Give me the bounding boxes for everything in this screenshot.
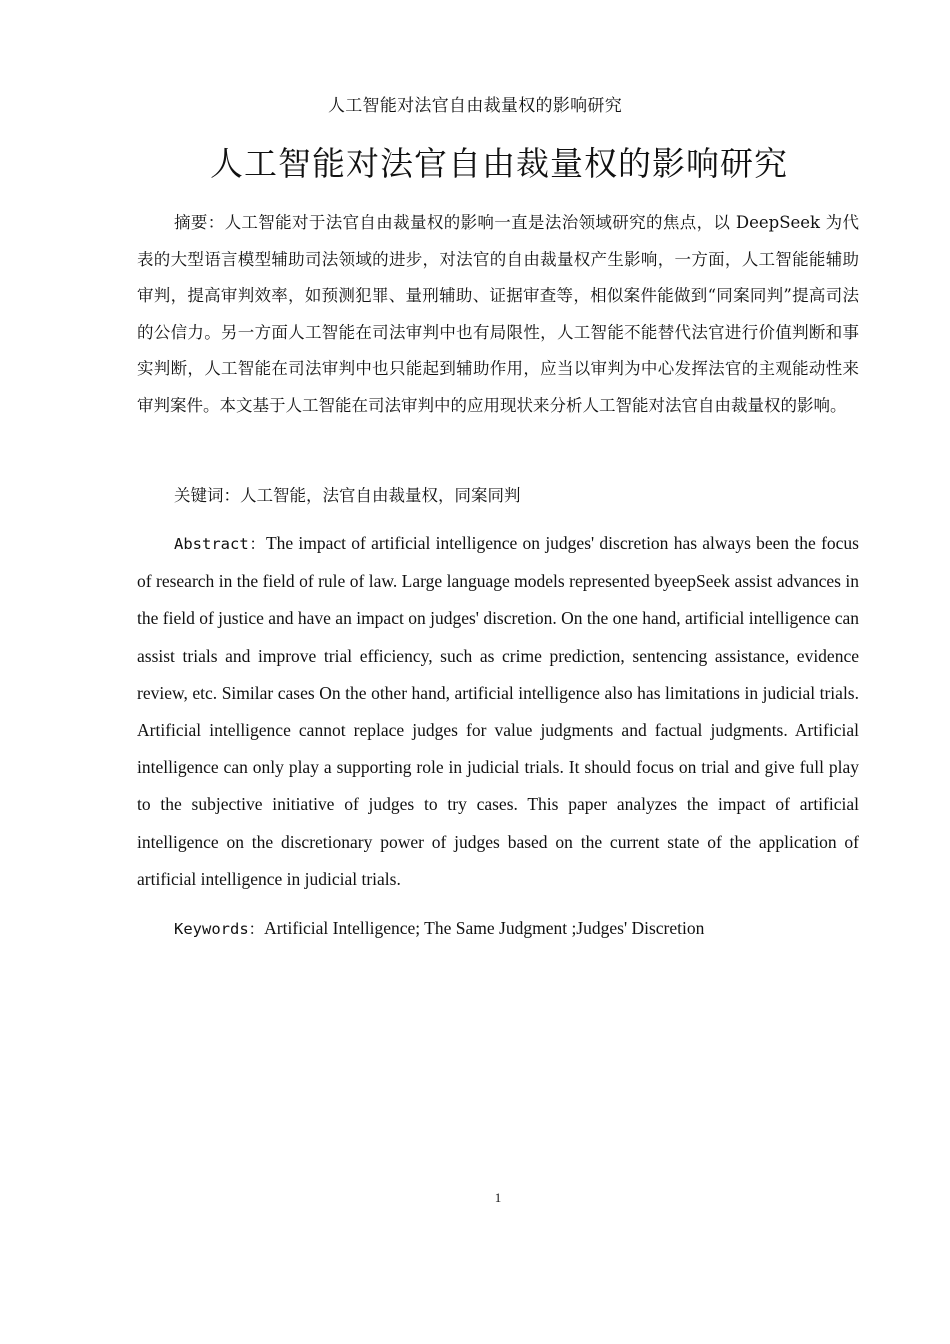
chinese-keywords: [137, 478, 859, 514]
english-keywords-text: Artificial Intelligence; The Same Judgment ;Judges' Discretion: [264, 918, 705, 938]
chinese-abstract-label: 摘要：: [174, 213, 225, 232]
chinese-abstract-text: 人工智能对于法官自由裁量权的影响一直是法治领域研究的焦点，以 DeepSeek 为代表的大型语言模型辅助司法领域的进步，对法官的自由裁量权产生影响，一方面，人工智能能辅助审判，提高审判效率，如预测犯罪、量刑辅助、证据审查等，相似案件能做到“同案同判”提高司法的公信力。另一方面人工智能在司法审判中也有局限性，人工智能不能替代法官进行价值判断和事实判断，人工智能在司法审判中也只能起到辅助作用，应当以审判为中心发挥法官的主观能动性来审判案件。本文基于人工智能在司法审判中的应用现状来分析人工智能对法官自由裁量权的影响。: [137, 213, 859, 415]
page-title: 人工智能对法官自由裁量权的影响研究: [210, 144, 788, 183]
running-header: 人工智能对法官自由裁量权的影响研究: [327, 96, 623, 116]
chinese-keywords-text: 人工智能，法官自由裁量权，同案同判: [240, 486, 521, 505]
english-abstract-text: The impact of artificial intelligence on judges' discretion has always been the focus of research in the field of rule of law. Large language models represented byeepSeek assist advances in the field of justice and have an impact on judges' discretion. On the one hand, artificial intelligence can assist trials and improve trial efficiency, such as crime prediction, sentencing assistance, evidence review, etc. Similar cases On the other hand, artificial intelligence also has limitations in judicial trials. Artificial intelligence cannot replace judges for value judgments and factual judgments. Artificial intelligence can only play a supporting role in judicial trials. It should focus on trial and give full play to the subjective initiative of judges to try cases. This paper analyzes the impact of artificial intelligence on the discretionary power of judges based on the current state of the application of artificial intelligence in judicial trials.: [137, 533, 859, 889]
english-abstract: [137, 525, 859, 898]
english-abstract-label: Abstract：: [174, 535, 266, 553]
english-keywords: [137, 910, 859, 948]
page-number: 1: [494, 1190, 502, 1205]
chinese-abstract: [137, 205, 859, 425]
chinese-keywords-label: 关键词：: [174, 486, 240, 505]
english-keywords-label: Keywords：: [174, 920, 265, 938]
